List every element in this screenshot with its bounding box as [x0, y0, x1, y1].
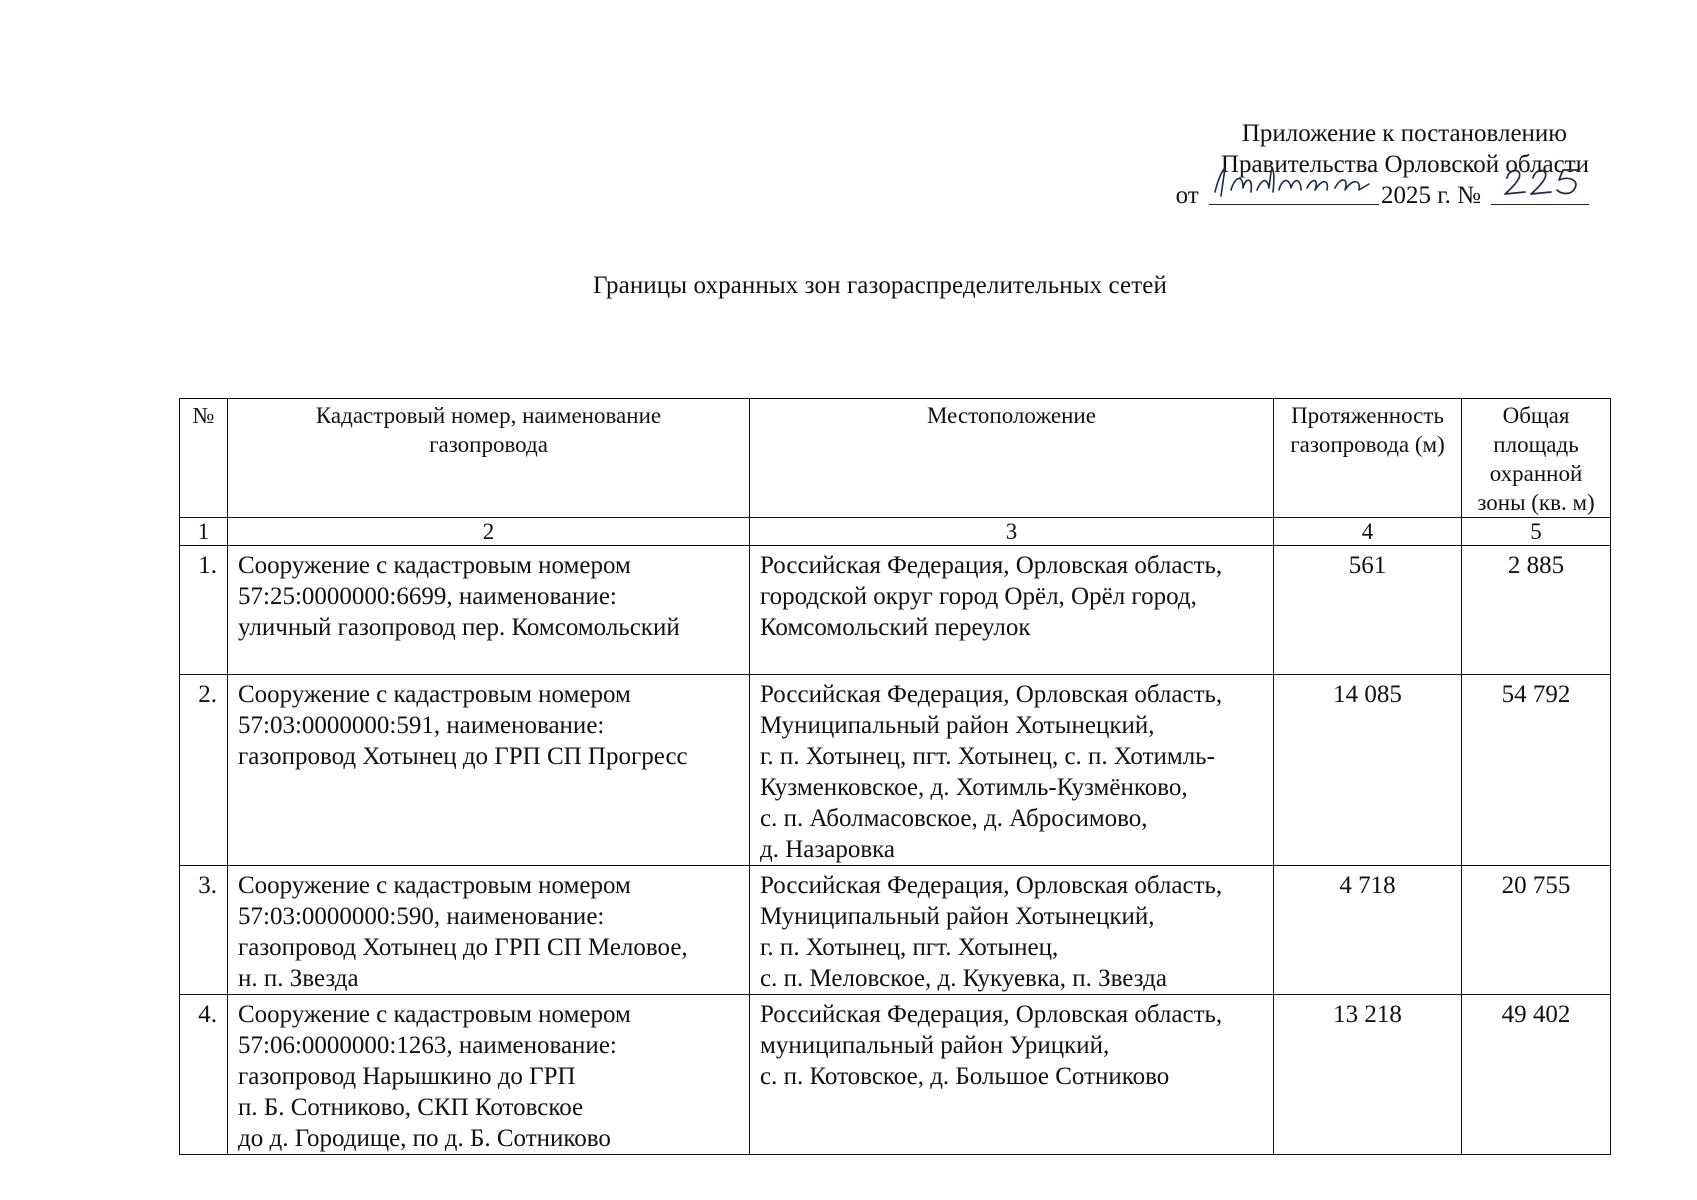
table-row — [180, 995, 1611, 1155]
column-number: 3 — [750, 518, 1274, 546]
area-cell: 20 755 — [1462, 866, 1611, 995]
header-number: № — [180, 399, 228, 518]
date-prefix: от — [1175, 182, 1199, 209]
column-number: 4 — [1274, 518, 1462, 546]
annex-line-2: Правительства Орловской области — [1220, 151, 1589, 178]
handwritten-number-field — [1491, 182, 1589, 205]
annex-date-line — [1169, 180, 1589, 211]
column-number: 5 — [1462, 518, 1611, 546]
table-row — [180, 546, 1611, 675]
handwritten-date-signature — [1209, 162, 1379, 202]
length-cell: 13 218 — [1274, 995, 1462, 1155]
length-cell: 14 085 — [1274, 675, 1462, 866]
column-number-row — [180, 518, 1611, 546]
table-header-row — [180, 399, 1611, 518]
cadastral-cell: Сооружение с кадастровым номером 57:06:0000000:1263, наименование: газопровод Нарышкино до ГРП п. Б. Сотниково, СКП Котовское до д. Городище, по д. Б. Сотниково — [228, 995, 750, 1155]
zones-table-wrap — [179, 398, 1610, 1155]
handwritten-date-field — [1209, 182, 1379, 205]
area-cell: 49 402 — [1462, 995, 1611, 1155]
cadastral-cell: Сооружение с кадастровым номером 57:25:0000000:6699, наименование: уличный газопровод пер. Комсомольский — [228, 546, 750, 675]
location-cell: Российская Федерация, Орловская область, Муниципальный район Хотынецкий, г. п. Хотынец, пгт. Хотынец, с. п. Хотимль- Кузменковское, д. Хотимль-Кузмёнково, с. п. Аболмасовское, д. Абросимово, д. Назаровка — [750, 675, 1274, 866]
location-cell: Российская Федерация, Орловская область, муниципальный район Урицкий, с. п. Котовское, д. Большое Сотниково — [750, 995, 1274, 1155]
year-number-text: 2025 г. № — [1380, 182, 1481, 209]
row-index: 1. — [180, 546, 228, 675]
location-cell: Российская Федерация, Орловская область, Муниципальный район Хотынецкий, г. п. Хотынец, пгт. Хотынец, с. п. Меловское, д. Кукуевка, п. Звезда — [750, 866, 1274, 995]
handwritten-number-signature — [1491, 162, 1589, 202]
column-number: 2 — [228, 518, 750, 546]
table-row — [180, 675, 1611, 866]
length-cell: 4 718 — [1274, 866, 1462, 995]
header-cadastral: Кадастровый номер, наименование газопровода — [228, 399, 750, 518]
header-area: Общая площадь охранной зоны (кв. м) — [1462, 399, 1611, 518]
annex-note — [1169, 118, 1589, 211]
length-cell: 561 — [1274, 546, 1462, 675]
cadastral-cell: Сооружение с кадастровым номером 57:03:0000000:590, наименование: газопровод Хотынец до ГРП СП Меловое, н. п. Звезда — [228, 866, 750, 995]
location-cell: Российская Федерация, Орловская область, городской округ город Орёл, Орёл город, Комсомольский переулок — [750, 546, 1274, 675]
document-title: Границы охранных зон газораспределительных сетей — [593, 272, 1167, 299]
column-number: 1 — [180, 518, 228, 546]
row-index: 4. — [180, 995, 228, 1155]
cadastral-cell: Сооружение с кадастровым номером 57:03:0000000:591, наименование: газопровод Хотынец до ГРП СП Прогресс — [228, 675, 750, 866]
annex-line-1: Приложение к постановлению — [1241, 120, 1567, 147]
area-cell: 54 792 — [1462, 675, 1611, 866]
row-index: 3. — [180, 866, 228, 995]
header-location: Местоположение — [750, 399, 1274, 518]
area-cell: 2 885 — [1462, 546, 1611, 675]
row-index: 2. — [180, 675, 228, 866]
header-length: Протяженность газопровода (м) — [1274, 399, 1462, 518]
table-row — [180, 866, 1611, 995]
zones-table — [179, 398, 1611, 1155]
